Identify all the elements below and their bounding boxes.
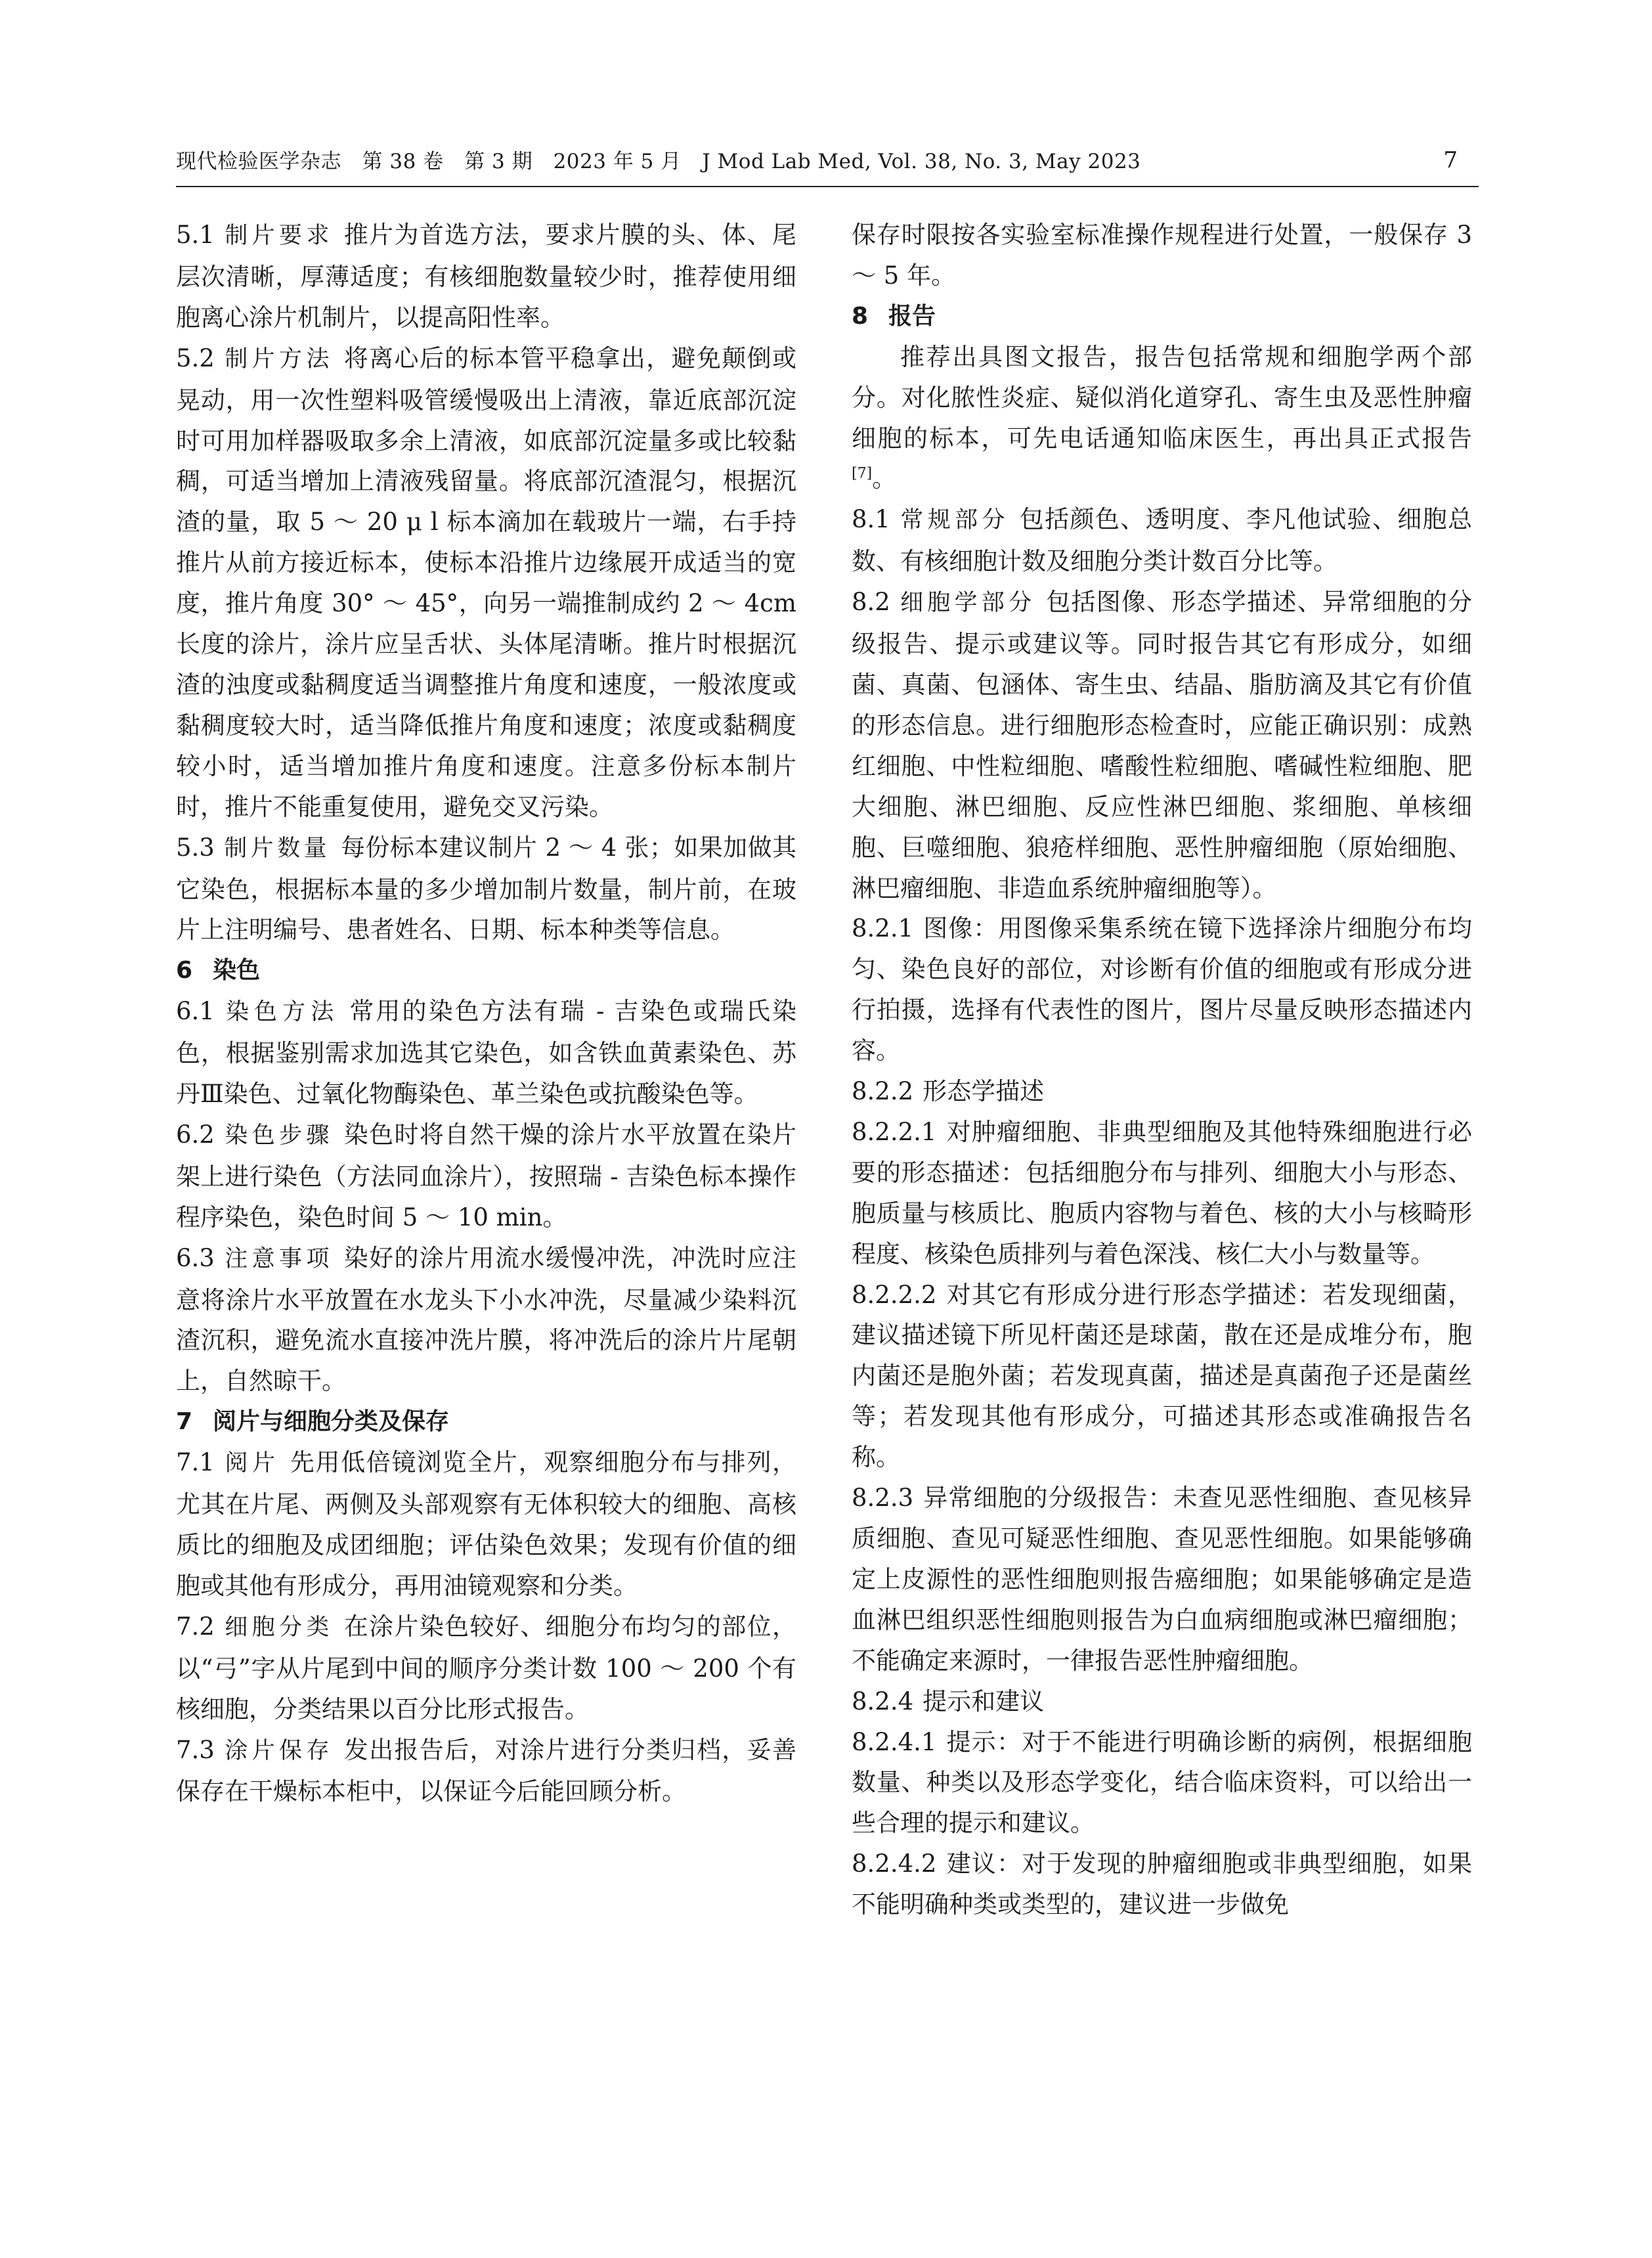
section-title: 制片方法 bbox=[223, 345, 334, 372]
report-intro bbox=[852, 337, 1472, 500]
paragraph-text: 形态学描述 bbox=[923, 1077, 1045, 1106]
heading-title: 阅片与细胞分类及保存 bbox=[213, 1408, 450, 1436]
section-number: 6.2 bbox=[176, 1120, 215, 1149]
citation-ref: [7] bbox=[852, 466, 873, 483]
section-5-2 bbox=[176, 338, 796, 828]
section-number: 6.3 bbox=[176, 1243, 215, 1272]
section-title: 制片要求 bbox=[223, 223, 334, 249]
section-number: 5.2 bbox=[176, 343, 215, 372]
paragraph-text: 提示和建议 bbox=[923, 1687, 1045, 1716]
heading-number: 6 bbox=[176, 957, 193, 985]
left-column bbox=[176, 215, 796, 1812]
section-number: 8.1 bbox=[852, 505, 890, 534]
heading-8 bbox=[852, 296, 1472, 337]
section-5-1 bbox=[176, 215, 796, 338]
section-title: 染色步骤 bbox=[223, 1122, 334, 1149]
paragraph-text: 先用低倍镜浏览全片，观察细胞分布与排列，尤其在片尾、两侧及头部观察有无体积较大的细胞、高核质比的细胞及成团细胞；评估染色效果；发现有价值的细胞或其他有形成分，再用油镜观察和分类。 bbox=[176, 1448, 796, 1600]
section-8-2 bbox=[852, 582, 1472, 908]
section-number: 8.2.4 bbox=[852, 1687, 914, 1716]
section-title: 制片数量 bbox=[223, 835, 330, 862]
section-5-3 bbox=[176, 828, 796, 951]
section-8-2-3 bbox=[852, 1478, 1472, 1681]
section-title: 注意事项 bbox=[223, 1245, 334, 1272]
section-title: 细胞分类 bbox=[223, 1614, 334, 1641]
heading-number: 8 bbox=[852, 302, 869, 330]
paragraph-text: 每份标本建议制片 2 ～ 4 张；如果加做其它染色，根据标本量的多少增加制片数量，制片前，在玻片上注明编号、患者姓名、日期、标本种类等信息。 bbox=[176, 833, 796, 944]
section-number: 7.2 bbox=[176, 1612, 215, 1641]
section-7-1 bbox=[176, 1442, 796, 1606]
section-7-2 bbox=[176, 1606, 796, 1730]
section-8-2-4-2 bbox=[852, 1844, 1472, 1925]
section-8-2-4-1 bbox=[852, 1722, 1472, 1844]
header-rule bbox=[176, 186, 1479, 187]
paragraph-text: 对其它有形成分进行形态学描述：若发现细菌，建议描述镜下所见杆菌还是球菌，散在还是成堆分布，胞内菌还是胞外菌；若发现真菌，描述是真菌孢子还是菌丝等；若发现其他有形成分，可描述其形态或准确报告名称。 bbox=[852, 1280, 1472, 1472]
running-header bbox=[176, 146, 1479, 185]
section-8-2-1 bbox=[852, 908, 1472, 1071]
paragraph-text: 发出报告后，对涂片进行分类归档，妥善保存在干燥标本柜中，以保证今后能回顾分析。 bbox=[176, 1735, 796, 1806]
right-column bbox=[852, 215, 1472, 1925]
section-number: 8.2.1 bbox=[852, 914, 914, 943]
section-6-3 bbox=[176, 1238, 796, 1402]
section-title: 染色方法 bbox=[223, 999, 339, 1026]
paragraph-text: 异常细胞的分级报告：未查见恶性细胞、查见核异质细胞、查见可疑恶性细胞、查见恶性细胞。如果能够确定上皮源性的恶性细胞则报告癌细胞；如果能够确定是造血淋巴组织恶性细胞则报告为白血病细胞或淋巴瘤细胞；不能确定来源时，一律报告恶性肿瘤细胞。 bbox=[852, 1484, 1472, 1675]
section-number: 7.1 bbox=[176, 1448, 215, 1477]
section-8-1 bbox=[852, 499, 1472, 582]
paragraph-text: 将离心后的标本管平稳拿出，避免颠倒或晃动，用一次性塑料吸管缓慢吸出上清液，靠近底部沉淀时可用加样器吸取多余上清液，如底部沉淀量多或比较黏稠，可适当增加上清液残留量。将底部沉渣混匀，根据沉渣的量，取 5 ～ 20 μ l 标本滴加在载玻片一端，右手持推片从前方接近标本，使标本沿推片边缘展开成适当的宽度，推片角度 30° ～ 45°，向另一端推制成约 2 ～ 4cm 长度的涂片，涂片应呈舌状、头体尾清晰。推片时根据沉渣的浊度或黏稠度适当调整推片角度和速度，一般浓度或黏稠度较大时，适当降低推片角度和速度；浓度或黏稠度较小时，适当增加推片角度和速度。注意多份标本制片时，推片不能重复使用，避免交叉污染。 bbox=[176, 343, 796, 821]
section-7-3 bbox=[176, 1730, 796, 1813]
paragraph-text: 常用的染色方法有瑞 - 吉染色或瑞氏染色，根据鉴别需求加选其它染色，如含铁血黄素染色、苏丹Ⅲ染色、过氧化物酶染色、革兰染色或抗酸染色等。 bbox=[176, 997, 796, 1109]
heading-title: 报告 bbox=[888, 302, 936, 330]
heading-title: 染色 bbox=[213, 957, 261, 985]
paragraph-text: 建议：对于发现的肿瘤细胞或非典型细胞，如果不能明确种类或类型的，建议进一步做免 bbox=[852, 1849, 1472, 1919]
section-number: 8.2.4.1 bbox=[852, 1727, 937, 1756]
section-number: 6.1 bbox=[176, 997, 215, 1026]
paragraph-text: 推荐出具图文报告，报告包括常规和细胞学两个部分。对化脓性炎症、疑似消化道穿孔、寄生虫及恶性肿瘤细胞的标本，可先电话通知临床医生，再出具正式报告 bbox=[852, 342, 1472, 453]
section-number: 8.2.2.2 bbox=[852, 1280, 937, 1309]
paragraph-text: 图像：用图像采集系统在镜下选择涂片细胞分布均匀、染色良好的部位，对诊断有价值的细胞或有形成分进行拍摄，选择有代表性的图片，图片尽量反映形态描述内容。 bbox=[852, 914, 1472, 1065]
section-6-1 bbox=[176, 991, 796, 1115]
section-8-2-2-1 bbox=[852, 1112, 1472, 1275]
section-title: 细胞学部分 bbox=[899, 590, 1036, 617]
section-number: 8.2 bbox=[852, 588, 890, 617]
section-title: 常规部分 bbox=[899, 507, 1009, 534]
section-title: 阅片 bbox=[223, 1450, 280, 1477]
paragraph-text: 包括颜色、透明度、李凡他试验、细胞总数、有核细胞计数及细胞分类计数百分比等。 bbox=[852, 505, 1472, 576]
section-title: 涂片保存 bbox=[223, 1737, 334, 1764]
paragraph-text: 对肿瘤细胞、非典型细胞及其他特殊细胞进行必要的形态描述：包括细胞分布与排列、细胞大小与形态、胞质量与核质比、胞质内容物与着色、核的大小与核畸形程度、核染色质排列与着色深浅、核仁大小与数量等。 bbox=[852, 1117, 1472, 1268]
section-number: 8.2.4.2 bbox=[852, 1849, 937, 1878]
page-number: 7 bbox=[1443, 147, 1458, 173]
paragraph-text: 染色时将自然干燥的涂片水平放置在染片架上进行染色（方法同血涂片），按照瑞 - 吉染色标本操作程序染色，染色时间 5 ～ 10 min。 bbox=[176, 1120, 796, 1231]
paragraph-text: 在涂片染色较好、细胞分布均匀的部位，以“弓”字从片尾到中间的顺序分类计数 100 ～ 200 个有核细胞，分类结果以百分比形式报告。 bbox=[176, 1612, 796, 1723]
paragraph-text: 推片为首选方法，要求片膜的头、体、尾层次清晰，厚薄适度；有核细胞数量较少时，推荐使用细胞离心涂片机制片，以提高阳性率。 bbox=[176, 221, 796, 332]
journal-citation: 现代检验医学杂志 第 38 卷 第 3 期 2023 年 5 月 J Mod Lab Med, Vol. 38, No. 3, May 2023 bbox=[176, 150, 1141, 173]
section-number: 5.3 bbox=[176, 833, 215, 862]
paragraph-text: 包括图像、形态学描述、异常细胞的分级报告、提示或建议等。同时报告其它有形成分，如细菌、真菌、包涵体、寄生虫、结晶、脂肪滴及其它有价值的形态信息。进行细胞形态检查时，应能正确识别：成熟红细胞、中性粒细胞、嗜酸性粒细胞、嗜碱性粒细胞、肥大细胞、淋巴细胞、反应性淋巴细胞、浆细胞、单核细胞、巨噬细胞、狼疮样细胞、恶性肿瘤细胞（原始细胞、淋巴瘤细胞、非造血系统肿瘤细胞等）。 bbox=[852, 588, 1472, 902]
section-number: 8.2.2.1 bbox=[852, 1117, 937, 1146]
heading-7 bbox=[176, 1402, 796, 1442]
paragraph-text: 染好的涂片用流水缓慢冲洗，冲洗时应注意将涂片水平放置在水龙头下小水冲洗，尽量减少染料沉渣沉积，避免流水直接冲洗片膜，将冲洗后的涂片片尾朝上，自然晾干。 bbox=[176, 1243, 796, 1396]
paragraph-text: 提示：对于不能进行明确诊断的病例，根据细胞数量、种类以及形态学变化，结合临床资料，可以给出一些合理的提示和建议。 bbox=[852, 1727, 1472, 1838]
section-8-2-2 bbox=[852, 1071, 1472, 1112]
section-8-2-4 bbox=[852, 1681, 1472, 1722]
section-number: 7.3 bbox=[176, 1735, 215, 1764]
section-8-2-2-2 bbox=[852, 1275, 1472, 1478]
paragraph-end: 。 bbox=[872, 464, 897, 493]
section-6-2 bbox=[176, 1115, 796, 1238]
section-number: 8.2.2 bbox=[852, 1077, 914, 1106]
heading-number: 7 bbox=[176, 1408, 193, 1436]
section-number: 5.1 bbox=[176, 221, 215, 249]
continued-paragraph: 保存时限按各实验室标准操作规程进行处置，一般保存 3 ～ 5 年。 bbox=[852, 221, 1472, 290]
heading-6 bbox=[176, 950, 796, 991]
section-number: 8.2.3 bbox=[852, 1484, 914, 1513]
